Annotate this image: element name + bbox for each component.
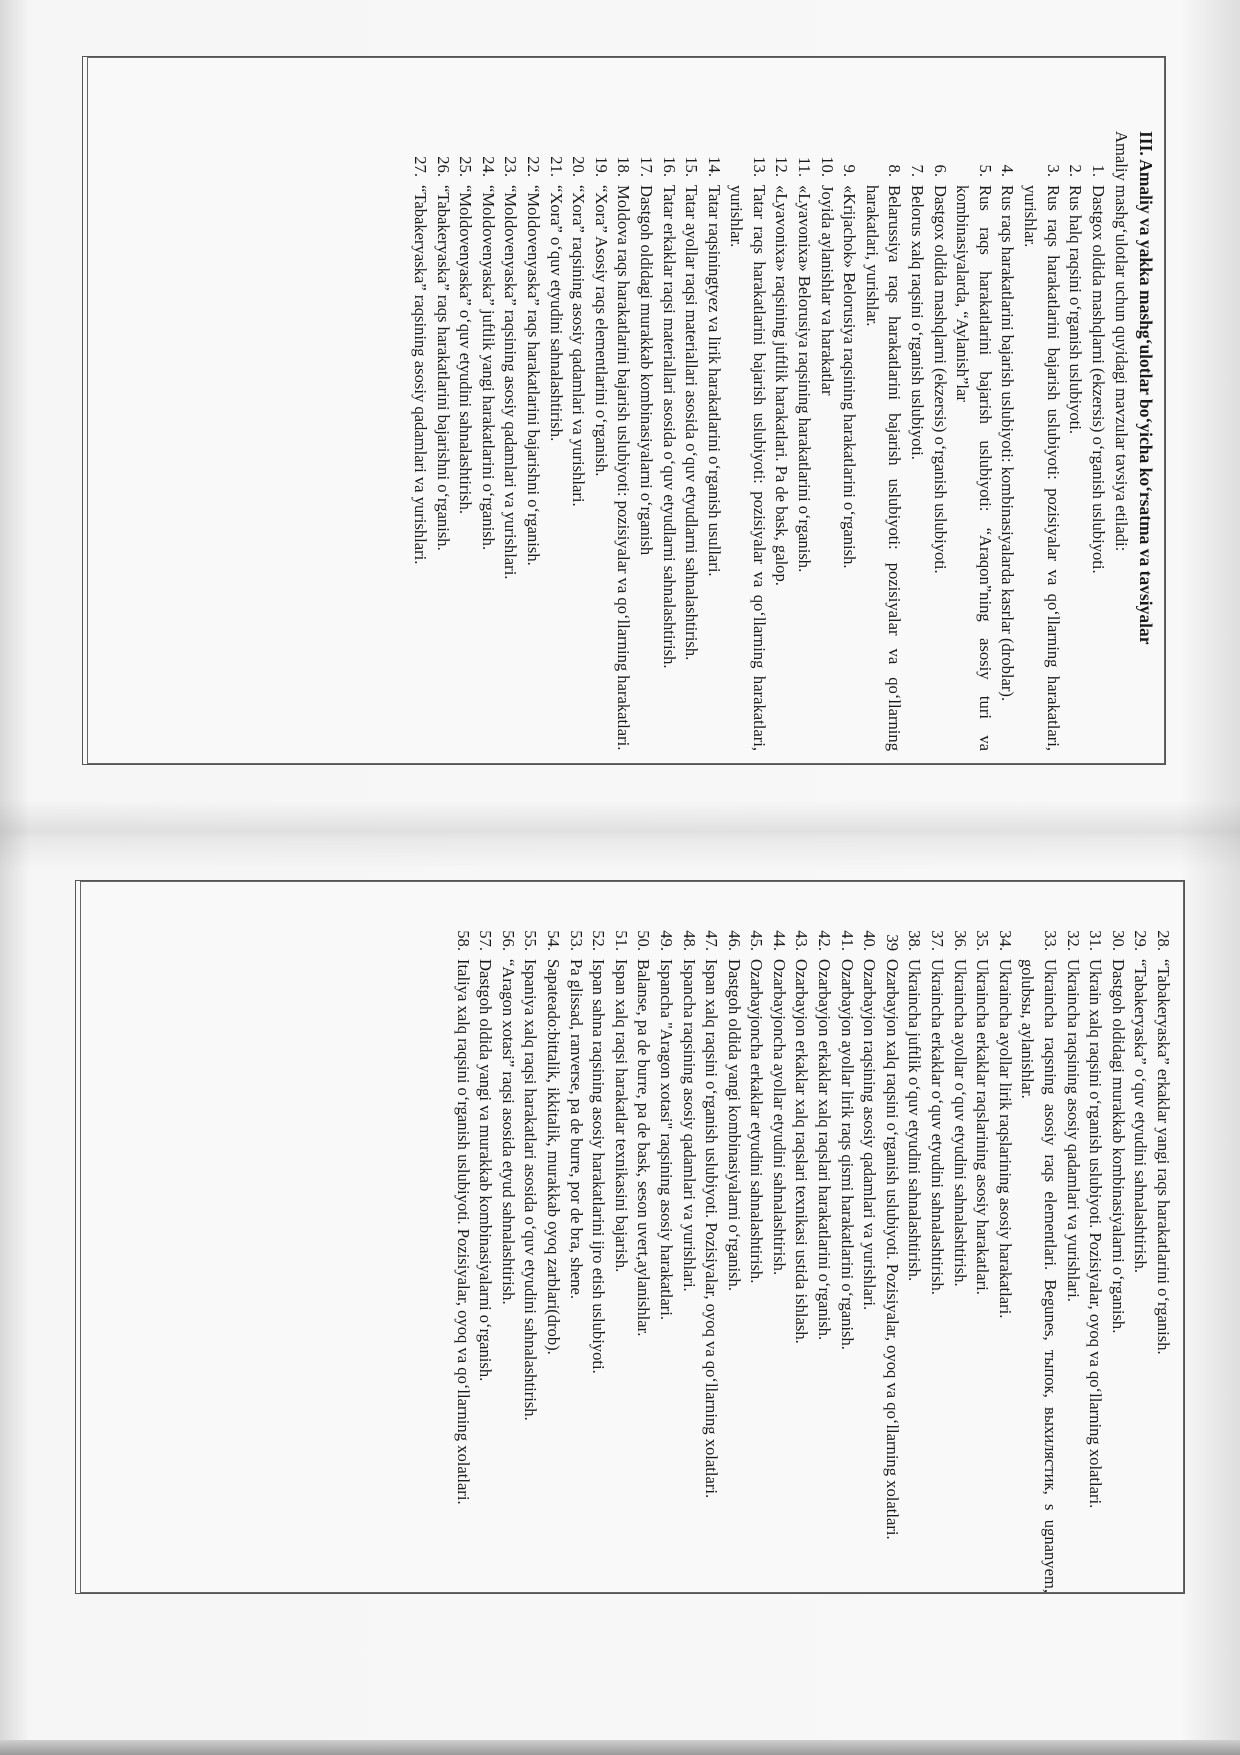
item-number: 14. (704, 156, 724, 177)
item-text: Ispaniya xalq raqsi harakatlari asosida o‘quv etyudini sahnalashtirish. (521, 959, 541, 1421)
item-text: Ispan xalq raqsini o‘rganish uslubiyoti. Pozisiyalar, oyoq va qo‘llarning xolatlari. (702, 959, 722, 1499)
item-number: 40. (860, 930, 880, 951)
item-text: Ukraincha ayollar lirik raqslarining asosiy harakatlari. (995, 959, 1015, 1319)
item-text: Ozarbayjon xalq raqsini o‘rganish uslubiyoti. Pozisiyalar, oyoq va qo‘llarning xolatlari. (882, 959, 902, 1540)
scanner-edge (0, 1740, 1240, 1755)
item-text: «Krijachok» Belorusiya raqsining harakatlarini o‘rganish. (840, 185, 860, 569)
item-number: 38. (905, 930, 925, 951)
item-text: Ispan sahna raqsining asosiy harakatlarini ijro etish uslubiyoti. (589, 959, 609, 1374)
item-text: Ozarbayjoncha ayollar etyudini sahnalashtirish. (769, 959, 789, 1276)
item-text: Rus raqs harakatlarini bajarish uslubiyoti: “Araqon”ning asosiy turi va kombinasiyalarda, “Aylanish”lar (953, 185, 995, 751)
item-text: “Moldovenyaska” o‘quv etyudini sahnalashtirish. (456, 185, 476, 515)
item-number: 28. (1154, 930, 1173, 951)
list-item (567, 131, 590, 751)
list-item (700, 911, 723, 1593)
item-number: 12. (772, 156, 792, 177)
list-item (1061, 911, 1084, 1593)
list-item (451, 911, 474, 1593)
item-text: Ukraincha raqsining asosiy qadamlari va yurishlari. (1063, 959, 1083, 1302)
list-item (951, 131, 996, 751)
item-text: Joyida aylanishlar va harakatlar (817, 185, 837, 396)
item-text: Tatar erkaklar raqsi materiallari asosida o‘quv etyudlarni sahnalashtirish. (659, 185, 679, 669)
list-item (880, 911, 903, 1593)
item-number: 32. (1063, 930, 1083, 951)
item-text: “Tabakeryaska” raqsining asosiy qadamlari va yurishlari. (411, 185, 430, 565)
item-number: 17. (636, 156, 656, 177)
list-item (725, 131, 770, 751)
item-text: Ukraincha erkaklar raqslarining asosiy harakatlari. (973, 959, 993, 1295)
item-number: 13. (749, 156, 769, 177)
item-text: “Moldovenyaska” raqs harakatlarini bajarishni o‘rganish. (523, 185, 543, 566)
item-text: Ukrain xalq raqsini o‘rganish uslubiyoti. Pozisiyalar, oyoq va qo‘llarning xolatlari. (1086, 959, 1106, 1509)
list-item (1016, 911, 1061, 1593)
item-text: “Xora” Asosiy raqs elementlarini o‘rganish. (591, 185, 611, 477)
item-text: Rus raqs harakatlarini bajarish uslubiyoti: pozisiyalar va qo‘llarning harakatlari, yurishlar. (1021, 185, 1063, 751)
item-number: 46. (724, 930, 744, 951)
item-text: Ozarbayjon erkaklar xalq raqslari texnikasi ustida ishlash. (792, 959, 812, 1344)
list-item (905, 131, 928, 751)
list-item (858, 911, 881, 1593)
item-number: 31. (1086, 930, 1106, 951)
item-text: «Lyavonixa» Belorusiya raqsining harakatlarini o‘rganish. (795, 185, 815, 573)
list-item (499, 131, 522, 751)
list-item (654, 911, 677, 1593)
item-number: 30. (1108, 930, 1128, 951)
item-text: Ukraincha juftlik o‘quv etyudini sahnalashtirish. (905, 959, 925, 1282)
page-bottom-frame (75, 880, 1185, 1594)
list-item (1151, 911, 1174, 1593)
item-number: 1. (1088, 164, 1108, 177)
item-number: 4. (998, 164, 1018, 177)
item-number: 22. (523, 156, 543, 177)
item-text: Ozarbayjon ayollar lirik raqs qismi harakatlarini o‘rganish. (837, 959, 857, 1350)
item-number: 3. (1043, 164, 1063, 177)
page-top-text (408, 131, 1157, 751)
item-text: Dastgox oldida mashqlarni (ekzersis) o‘rganish uslubiyoti. (1088, 185, 1108, 574)
item-text: Rus raqs harakatlarini bajarish uslubiyoti: kombinasiyalarda kasrlar (droblar). (998, 185, 1018, 702)
list-item (993, 911, 1016, 1593)
item-text: «Lyavonixa» raqsining juftlik harakatlari. Pa de bask, galop. (772, 185, 792, 586)
item-number: 47. (702, 930, 722, 951)
item-number: 11. (795, 156, 815, 177)
list-item (1086, 131, 1109, 751)
item-number: 49. (656, 930, 676, 951)
item-text: Ukraincha raqsning asosiy raqs elementlari. Begunes, тыпок, выхилястик, s ugnanyem, golubsы, aylanishlar. (1018, 959, 1061, 1593)
item-number: 29. (1131, 930, 1151, 951)
item-number: 8. (885, 164, 905, 177)
item-text: Pa glissad, ranverse, pa de burre, por de bra, shene. (566, 959, 586, 1300)
item-number: 2. (1066, 164, 1086, 177)
list-item (948, 911, 971, 1593)
item-number: 10. (817, 156, 837, 177)
list-item (519, 911, 542, 1593)
item-text: Ispan xalq raqsi harakatlar texnikasini bajarish. (611, 959, 631, 1273)
list-item (677, 911, 700, 1593)
page-bottom-text (451, 911, 1174, 1593)
list-item (589, 131, 612, 751)
item-text: “Tabakeryaska” o‘quv etyudini sahnalashtirish. (1131, 959, 1151, 1274)
list-item (838, 131, 861, 751)
item-number: 27. (411, 156, 430, 177)
item-number: 48. (679, 930, 699, 951)
item-text: Tatar ayollar raqsi materiallari asosida o‘quv etyudlarni sahnalashtirish. (682, 185, 702, 661)
list-item (903, 911, 926, 1593)
item-number: 44. (769, 930, 789, 951)
list-item (1064, 131, 1087, 751)
list-item (996, 131, 1019, 751)
item-number: 58. (453, 930, 473, 951)
item-text: Tatar raqsiningtyez va lirik harakatlarini o‘rganish usullari. (704, 185, 724, 577)
item-number: 35. (973, 930, 993, 951)
list-item (745, 911, 768, 1593)
list-item (521, 131, 544, 751)
item-number: 51. (611, 930, 631, 951)
list-item (1018, 131, 1063, 751)
item-text: Ozarbayjoncha erkaklar etyudini sahnalashtirish. (747, 959, 767, 1284)
list-item (971, 911, 994, 1593)
topic-list-bottom (451, 911, 1174, 1593)
item-number: 26. (433, 156, 453, 177)
list-item (813, 911, 836, 1593)
item-text: Belorus xalq raqsini o‘rganish uslubiyoti. (908, 185, 928, 460)
list-item (454, 131, 477, 751)
list-item (657, 131, 680, 751)
item-text: Moldova raqs harakatlarini bajarish uslubiyoti: pozisiyalar va qo‘llarning harakatlari. (614, 185, 634, 751)
item-number: 39 (882, 934, 902, 951)
list-item (702, 131, 725, 751)
item-number: 45. (747, 930, 767, 951)
item-text: “Xora” raqsining asosiy qadamlari va yurishlari. (569, 185, 589, 507)
list-item (431, 131, 454, 751)
item-text: Dastgoh oldidagi murakkab kombinasiyalarni o‘rganish (636, 185, 656, 556)
item-number: 24. (478, 156, 498, 177)
list-item (496, 911, 519, 1593)
list-item (408, 131, 431, 751)
item-number: 57. (476, 930, 496, 951)
item-number: 36. (950, 930, 970, 951)
list-item (790, 911, 813, 1593)
item-number: 19. (591, 156, 611, 177)
item-number: 18. (614, 156, 634, 177)
list-item (767, 911, 790, 1593)
list-item (770, 131, 793, 751)
item-text: “Moldovenyaska” juftlik yangi harakatlarini o‘rganish. (478, 185, 498, 551)
intro-text: Amaliy mashg‘ulotlar uchun quyidagi mavzular tavsiya etiladi: (1112, 131, 1132, 552)
list-item (612, 131, 635, 751)
item-text: Dastgoh oldida yangi va murakkab kombinasiyalarni o‘rganish. (476, 959, 496, 1382)
page-top-frame (82, 56, 1166, 765)
item-number: 25. (456, 156, 476, 177)
item-text: Dastgoh oldidagi murakkab kombinasiyalarni o‘rganish. (1108, 959, 1128, 1334)
item-number: 43. (792, 930, 812, 951)
item-text: Ozarbayjon raqsining asosiy qadamlari va yurishlari. (860, 959, 880, 1311)
list-item (860, 131, 905, 751)
list-item (541, 911, 564, 1593)
item-text: “Aragon xotasi” raqsi asosida etyud sahnalashtirish. (498, 959, 518, 1305)
item-text: Ispancha raqsining asosiy qadamlari va yurishlari. (679, 959, 699, 1292)
list-item (544, 131, 567, 751)
list-item (564, 911, 587, 1593)
item-text: “Xora” o‘quv etyudini sahnalashtirish. (546, 185, 566, 442)
list-item (680, 131, 703, 751)
list-item (587, 911, 610, 1593)
item-number: 15. (682, 156, 702, 177)
item-number: 34. (995, 930, 1015, 951)
item-number: 53. (566, 930, 586, 951)
item-text: Ukraincha ayollar o‘quv etyudini sahnalashtirish. (950, 959, 970, 1287)
item-text: “Moldovenyaska” raqsining asosiy qadamlari va yurishlari. (501, 185, 521, 580)
item-number: 5. (975, 164, 995, 177)
item-text: Ukraincha erkaklar o‘quv etyudini sahnalashtirish. (928, 959, 948, 1295)
list-item (1129, 911, 1152, 1593)
list-item (815, 131, 838, 751)
item-number: 42. (815, 930, 835, 951)
list-item (474, 911, 497, 1593)
item-text: “Tabakeryaska” erkaklar yangi raqs harakatlarini o‘rganish. (1154, 959, 1173, 1355)
item-number: 56. (498, 930, 518, 951)
item-number: 7. (908, 164, 928, 177)
list-item (1106, 911, 1129, 1593)
item-number: 50. (634, 930, 654, 951)
item-text: Sapateado:bittalik, ikkitalik, murakkab oyoq zarblari(drob). (543, 959, 563, 1355)
item-number: 20. (569, 156, 589, 177)
item-text: Tatar raqs harakatlarini bajarish uslubiyoti: pozisiyalar va qo‘llarning harakatlari, yurishlar. (727, 185, 769, 751)
page-fold-shadow (0, 800, 1240, 870)
list-item (793, 131, 816, 751)
item-text: Italiya xalq raqsini o‘rganish uslubiyoti. Pozisiyalar, oyoq va qo‘llarning xolatlari. (453, 959, 473, 1505)
list-item (925, 911, 948, 1593)
item-text: Ozarbayjon erkaklar xalq raqslari harakatlarini o‘rganish. (815, 959, 835, 1341)
list-item (1084, 911, 1107, 1593)
list-item (476, 131, 499, 751)
item-number: 9. (840, 164, 860, 177)
item-text: Ispancha "Aragon xotasi" raqsining asosiy harakatlari. (656, 959, 676, 1320)
item-number: 55. (521, 930, 541, 951)
list-item (928, 131, 951, 751)
item-text: Balanse, pa de burre, pa de bask, seson uvert,aylanishlar. (634, 959, 654, 1337)
item-number: 23. (501, 156, 521, 177)
item-number: 52. (589, 930, 609, 951)
item-text: Belarussiya raqs harakatlarini bajarish uslubiyoti: pozisiyalar va qo‘llarning harakatlari, yurishlar. (862, 185, 905, 751)
item-number: 6. (930, 164, 950, 177)
list-item (632, 911, 655, 1593)
list-item (835, 911, 858, 1593)
item-number: 33. (1041, 930, 1061, 951)
section-heading: III. Amaliy va yakka mashg‘ulotlar bo‘yicha ko‘rsatma va tavsiyalar (1136, 131, 1156, 645)
item-number: 41. (837, 930, 857, 951)
item-text: Rus halq raqsini o‘rganish uslubiyoti. (1066, 185, 1086, 435)
topic-list-top (408, 131, 1108, 751)
item-number: 54. (543, 930, 563, 951)
list-item (634, 131, 657, 751)
list-item (722, 911, 745, 1593)
item-number: 21. (546, 156, 566, 177)
item-number: 37. (928, 930, 948, 951)
item-text: “Tabakeryaska” raqs harakatlarini bajarishni o‘rganish. (433, 185, 453, 551)
item-text: Dastgoh oldida yangi kombinasiyalarni o‘rganish. (724, 959, 744, 1291)
item-text: Dastgox oldida mashqlarni (ekzersis) o‘rganish uslubiyoti. (930, 185, 950, 574)
item-number: 16. (659, 156, 679, 177)
list-item (609, 911, 632, 1593)
